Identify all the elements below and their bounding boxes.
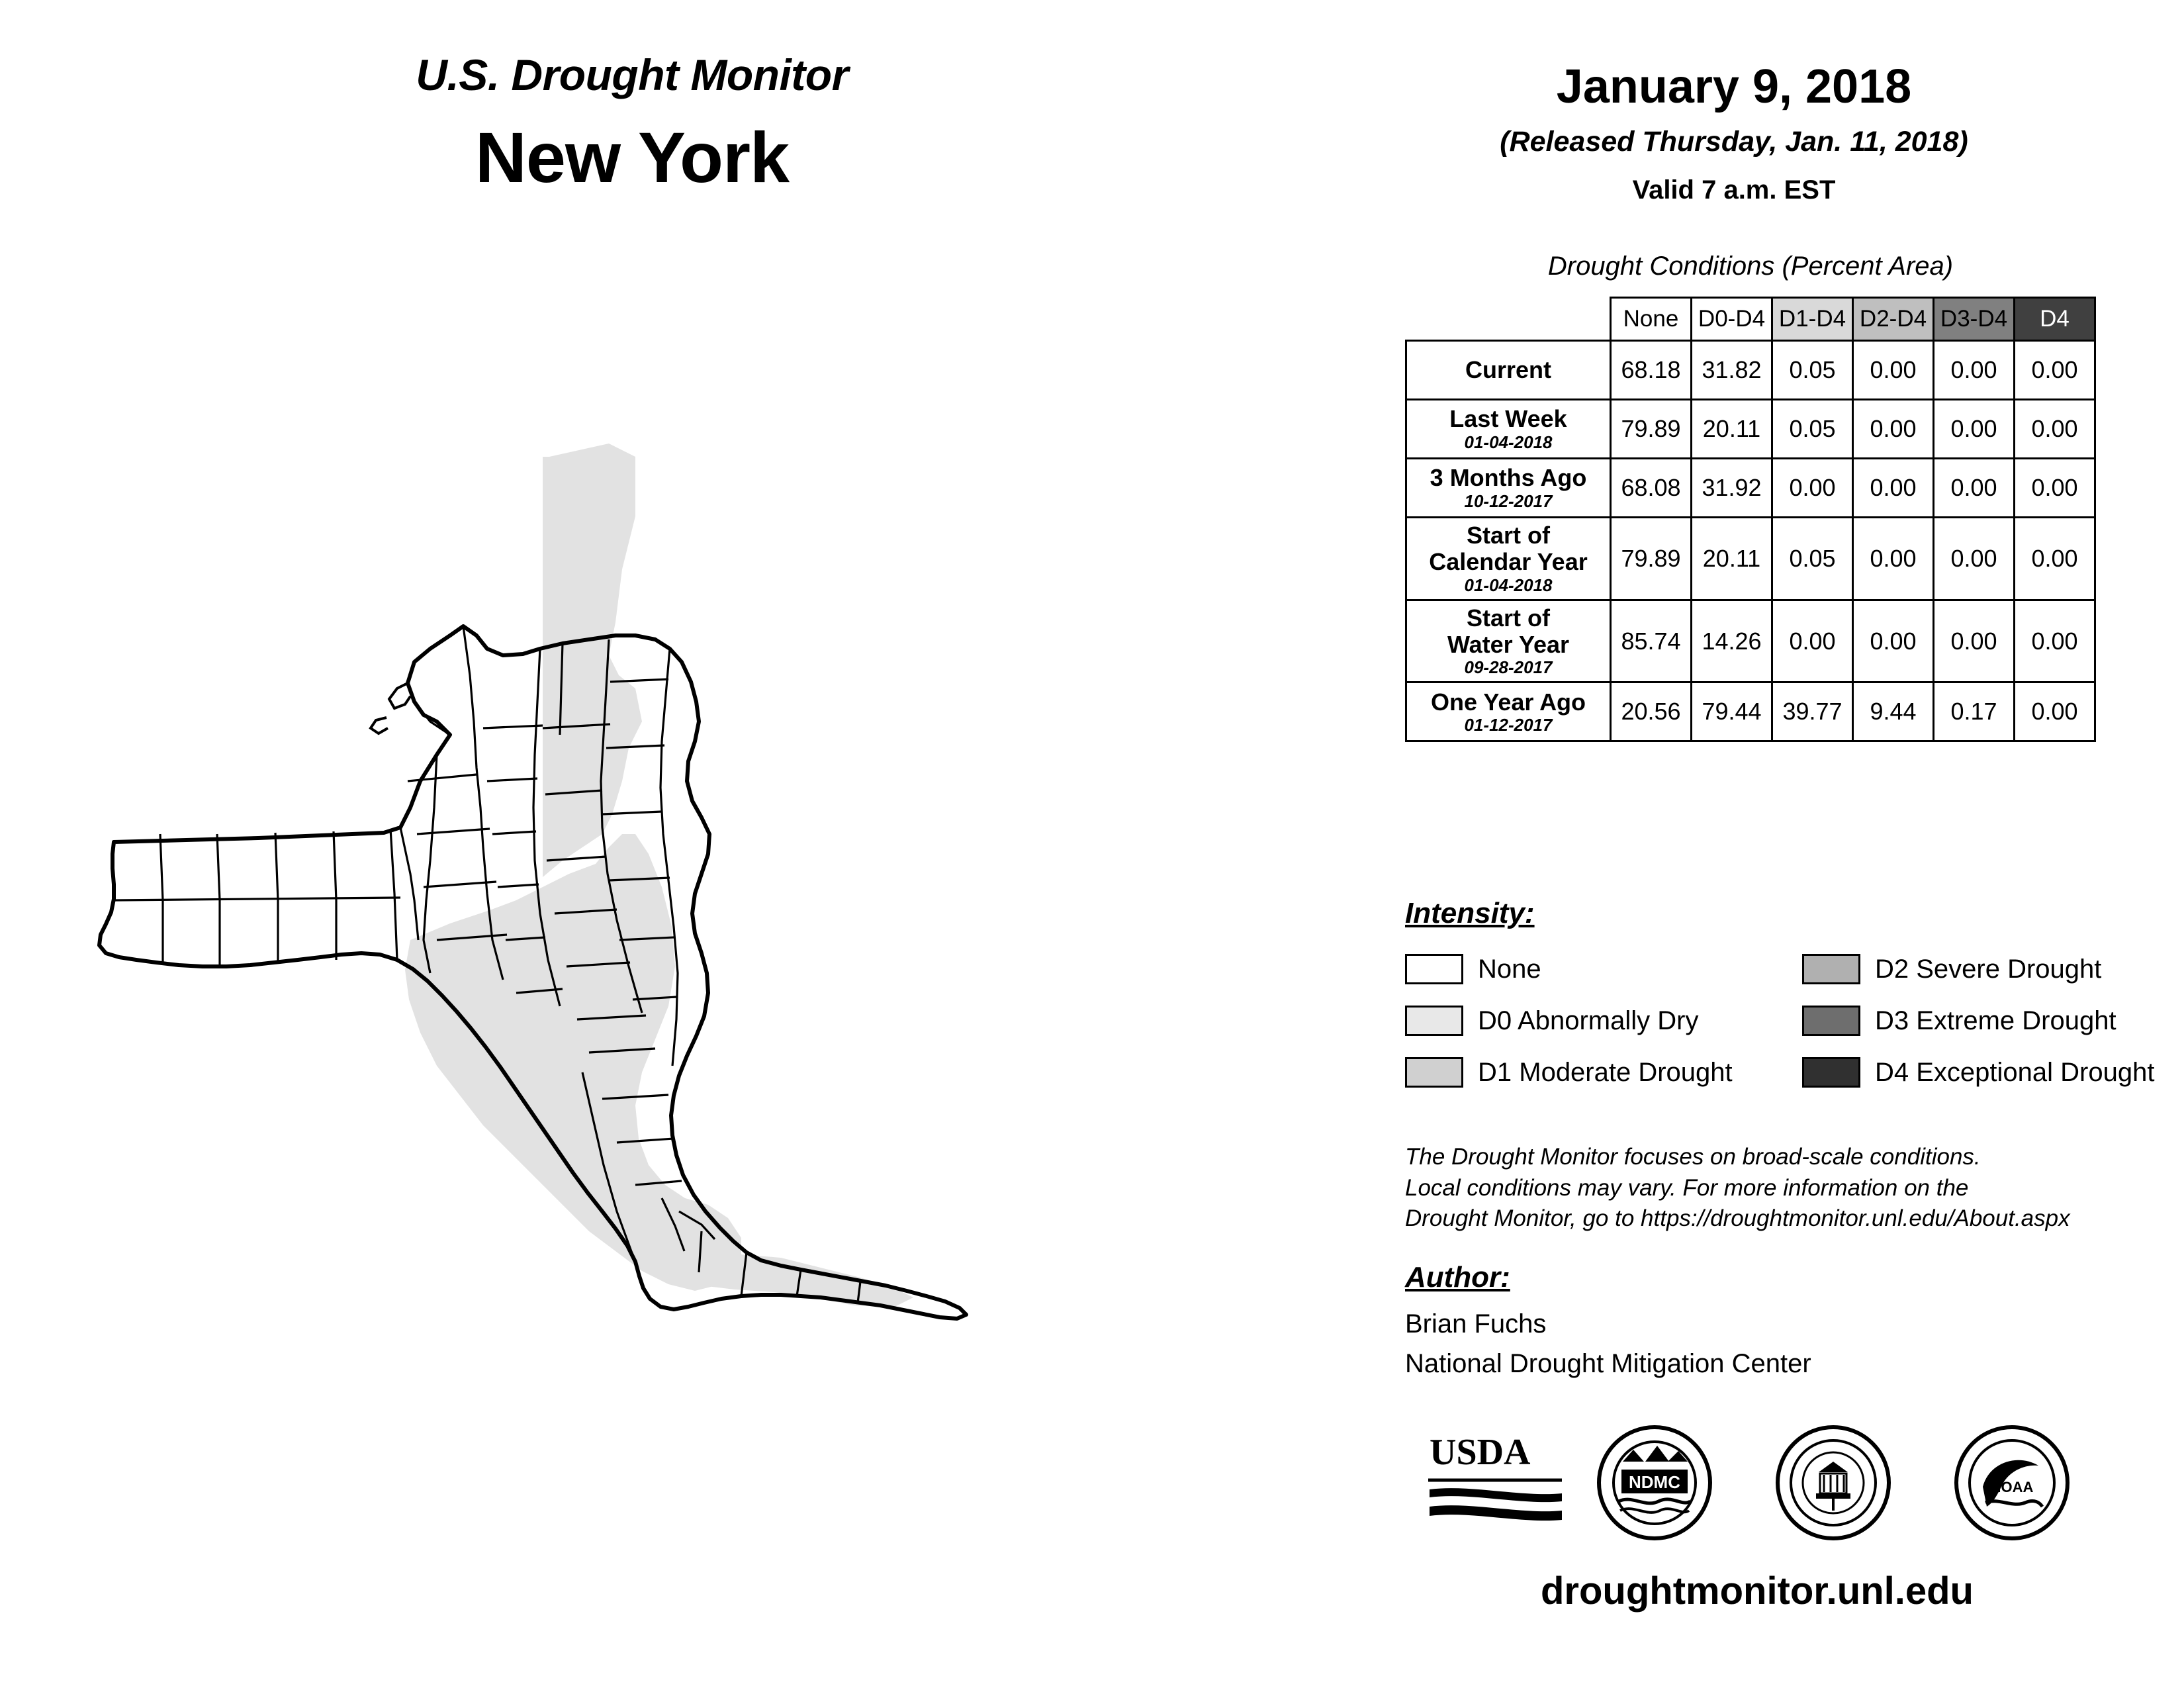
cell-d0d4: 31.92 bbox=[1692, 459, 1772, 518]
cell-none: 85.74 bbox=[1611, 600, 1692, 682]
row-label-text: Start of Water Year bbox=[1447, 604, 1570, 659]
swatch-d0-icon bbox=[1405, 1006, 1463, 1036]
usda-logo bbox=[1423, 1423, 1569, 1539]
drought-conditions-table bbox=[1405, 297, 2096, 742]
swatch-none-icon bbox=[1405, 954, 1463, 984]
cell-d2d4: 0.00 bbox=[1853, 459, 1934, 518]
noaa-logo bbox=[1946, 1423, 2078, 1546]
series-title: U.S. Drought Monitor bbox=[416, 50, 848, 99]
cell-none: 79.89 bbox=[1611, 400, 1692, 459]
cell-d0d4: 14.26 bbox=[1692, 600, 1772, 682]
cell-d4: 0.00 bbox=[2015, 600, 2095, 682]
legend-label: D0 Abnormally Dry bbox=[1478, 1006, 1699, 1035]
disclaimer-line-1: The Drought Monitor focuses on broad-scale conditions. bbox=[1405, 1144, 1981, 1170]
table-row bbox=[1406, 518, 2095, 600]
swatch-d2-icon bbox=[1802, 954, 1860, 984]
table-caption: Drought Conditions (Percent Area) bbox=[1547, 252, 1954, 281]
table-row bbox=[1406, 600, 2095, 682]
cell-d0d4: 20.11 bbox=[1692, 400, 1772, 459]
cell-d4: 0.00 bbox=[2015, 459, 2095, 518]
legend-label: D3 Extreme Drought bbox=[1875, 1006, 2116, 1035]
row-label-3-months-ago bbox=[1406, 459, 1611, 518]
legend-item-d1 bbox=[1405, 1047, 1733, 1098]
cell-d1d4: 0.00 bbox=[1772, 459, 1853, 518]
cell-d3d4: 0.00 bbox=[1934, 341, 2015, 400]
cell-d2d4: 0.00 bbox=[1853, 600, 1934, 682]
row-label-start-of-water-year bbox=[1406, 600, 1611, 682]
doc-logo bbox=[1767, 1423, 1899, 1546]
ndmc-logo bbox=[1588, 1423, 1721, 1546]
cell-none: 68.08 bbox=[1611, 459, 1692, 518]
cell-d0d4: 79.44 bbox=[1692, 682, 1772, 741]
table-header-row bbox=[1406, 298, 2095, 341]
legend-label: D2 Severe Drought bbox=[1875, 954, 2102, 984]
cell-d2d4: 0.00 bbox=[1853, 400, 1934, 459]
swatch-d1-icon bbox=[1405, 1057, 1463, 1088]
info-panel bbox=[1350, 0, 2184, 1688]
svg-text:NDMC: NDMC bbox=[1629, 1472, 1680, 1492]
valid-date: January 9, 2018 bbox=[1556, 60, 1912, 113]
column-header-d3d4: D3-D4 bbox=[1934, 298, 2015, 341]
cell-none: 68.18 bbox=[1611, 341, 1692, 400]
row-label-date: 01-04-2018 bbox=[1464, 575, 1553, 595]
legend-label: D4 Exceptional Drought bbox=[1875, 1057, 2155, 1087]
shoreline-detail bbox=[371, 683, 410, 733]
cell-d3d4: 0.00 bbox=[1934, 400, 2015, 459]
legend-item-d0 bbox=[1405, 995, 1733, 1047]
author-heading: Author: bbox=[1405, 1261, 1510, 1293]
legend-column-left bbox=[1405, 943, 1733, 1098]
table-row bbox=[1406, 400, 2095, 459]
legend-item-d4 bbox=[1802, 1047, 2154, 1098]
cell-d2d4: 0.00 bbox=[1853, 518, 1934, 600]
row-label-current bbox=[1406, 341, 1611, 400]
cell-d1d4: 0.00 bbox=[1772, 600, 1853, 682]
logo-row bbox=[1396, 1423, 2158, 1549]
cell-d1d4: 0.05 bbox=[1772, 518, 1853, 600]
release-date: (Released Thursday, Jan. 11, 2018) bbox=[1500, 126, 1968, 158]
legend-label: D1 Moderate Drought bbox=[1478, 1057, 1733, 1087]
row-label-text: Current bbox=[1465, 355, 1551, 383]
disclaimer-line-2: Local conditions may vary. For more information on the bbox=[1405, 1174, 1969, 1201]
row-label-last-week bbox=[1406, 400, 1611, 459]
row-label-text: 3 Months Ago bbox=[1430, 464, 1587, 492]
row-label-date: 01-12-2017 bbox=[1464, 715, 1553, 735]
svg-text:NOAA: NOAA bbox=[1990, 1479, 2034, 1495]
row-label-date: 09-28-2017 bbox=[1464, 657, 1553, 678]
cell-d2d4: 9.44 bbox=[1853, 682, 1934, 741]
swatch-d4-icon bbox=[1802, 1057, 1860, 1088]
legend-item-none bbox=[1405, 943, 1733, 995]
cell-d4: 0.00 bbox=[2015, 400, 2095, 459]
disclaimer bbox=[1405, 1142, 2173, 1235]
cell-d0d4: 20.11 bbox=[1692, 518, 1772, 600]
cell-d2d4: 0.00 bbox=[1853, 341, 1934, 400]
svg-text:USDA: USDA bbox=[1430, 1432, 1531, 1473]
cell-d0d4: 31.82 bbox=[1692, 341, 1772, 400]
intensity-heading: Intensity: bbox=[1405, 897, 1535, 929]
cell-d3d4: 0.00 bbox=[1934, 518, 2015, 600]
cell-d1d4: 0.05 bbox=[1772, 400, 1853, 459]
cell-d3d4: 0.00 bbox=[1934, 600, 2015, 682]
cell-none: 79.89 bbox=[1611, 518, 1692, 600]
table-row bbox=[1406, 459, 2095, 518]
legend-column-right bbox=[1802, 943, 2154, 1098]
row-label-text: Last Week bbox=[1449, 405, 1567, 433]
website-url: droughtmonitor.unl.edu bbox=[1540, 1570, 1974, 1613]
cell-d1d4: 39.77 bbox=[1772, 682, 1853, 741]
row-label-start-of-calendar-year bbox=[1406, 518, 1611, 600]
column-header-d1d4: D1-D4 bbox=[1772, 298, 1853, 341]
legend-item-d2 bbox=[1802, 943, 2154, 995]
valid-time: Valid 7 a.m. EST bbox=[1632, 175, 1836, 205]
row-label-text: One Year Ago bbox=[1430, 688, 1586, 716]
row-label-text: Start of Calendar Year bbox=[1429, 522, 1588, 576]
cell-d4: 0.00 bbox=[2015, 682, 2095, 741]
disclaimer-line-3: Drought Monitor, go to https://droughtmonitor.unl.edu/About.aspx bbox=[1405, 1205, 2070, 1232]
author-name: Brian Fuchs bbox=[1405, 1309, 1547, 1338]
table-corner-cell bbox=[1406, 298, 1611, 341]
table-row bbox=[1406, 341, 2095, 400]
cell-d4: 0.00 bbox=[2015, 518, 2095, 600]
author-organization: National Drought Mitigation Center bbox=[1405, 1349, 1811, 1378]
legend-item-d3 bbox=[1802, 995, 2154, 1047]
legend-label: None bbox=[1478, 954, 1541, 984]
column-header-d4: D4 bbox=[2015, 298, 2095, 341]
cell-d1d4: 0.05 bbox=[1772, 341, 1853, 400]
column-header-d2d4: D2-D4 bbox=[1853, 298, 1934, 341]
column-header-d0d4: D0-D4 bbox=[1692, 298, 1772, 341]
swatch-d3-icon bbox=[1802, 1006, 1860, 1036]
cell-d3d4: 0.00 bbox=[1934, 459, 2015, 518]
row-label-date: 10-12-2017 bbox=[1464, 491, 1553, 511]
cell-none: 20.56 bbox=[1611, 682, 1692, 741]
cell-d3d4: 0.17 bbox=[1934, 682, 2015, 741]
page-title: New York bbox=[475, 117, 790, 197]
column-header-none: None bbox=[1611, 298, 1692, 341]
row-label-one-year-ago bbox=[1406, 682, 1611, 741]
row-label-date: 01-04-2018 bbox=[1464, 432, 1553, 452]
table-row bbox=[1406, 682, 2095, 741]
cell-d4: 0.00 bbox=[2015, 341, 2095, 400]
new-york-drought-map bbox=[40, 437, 1337, 1430]
